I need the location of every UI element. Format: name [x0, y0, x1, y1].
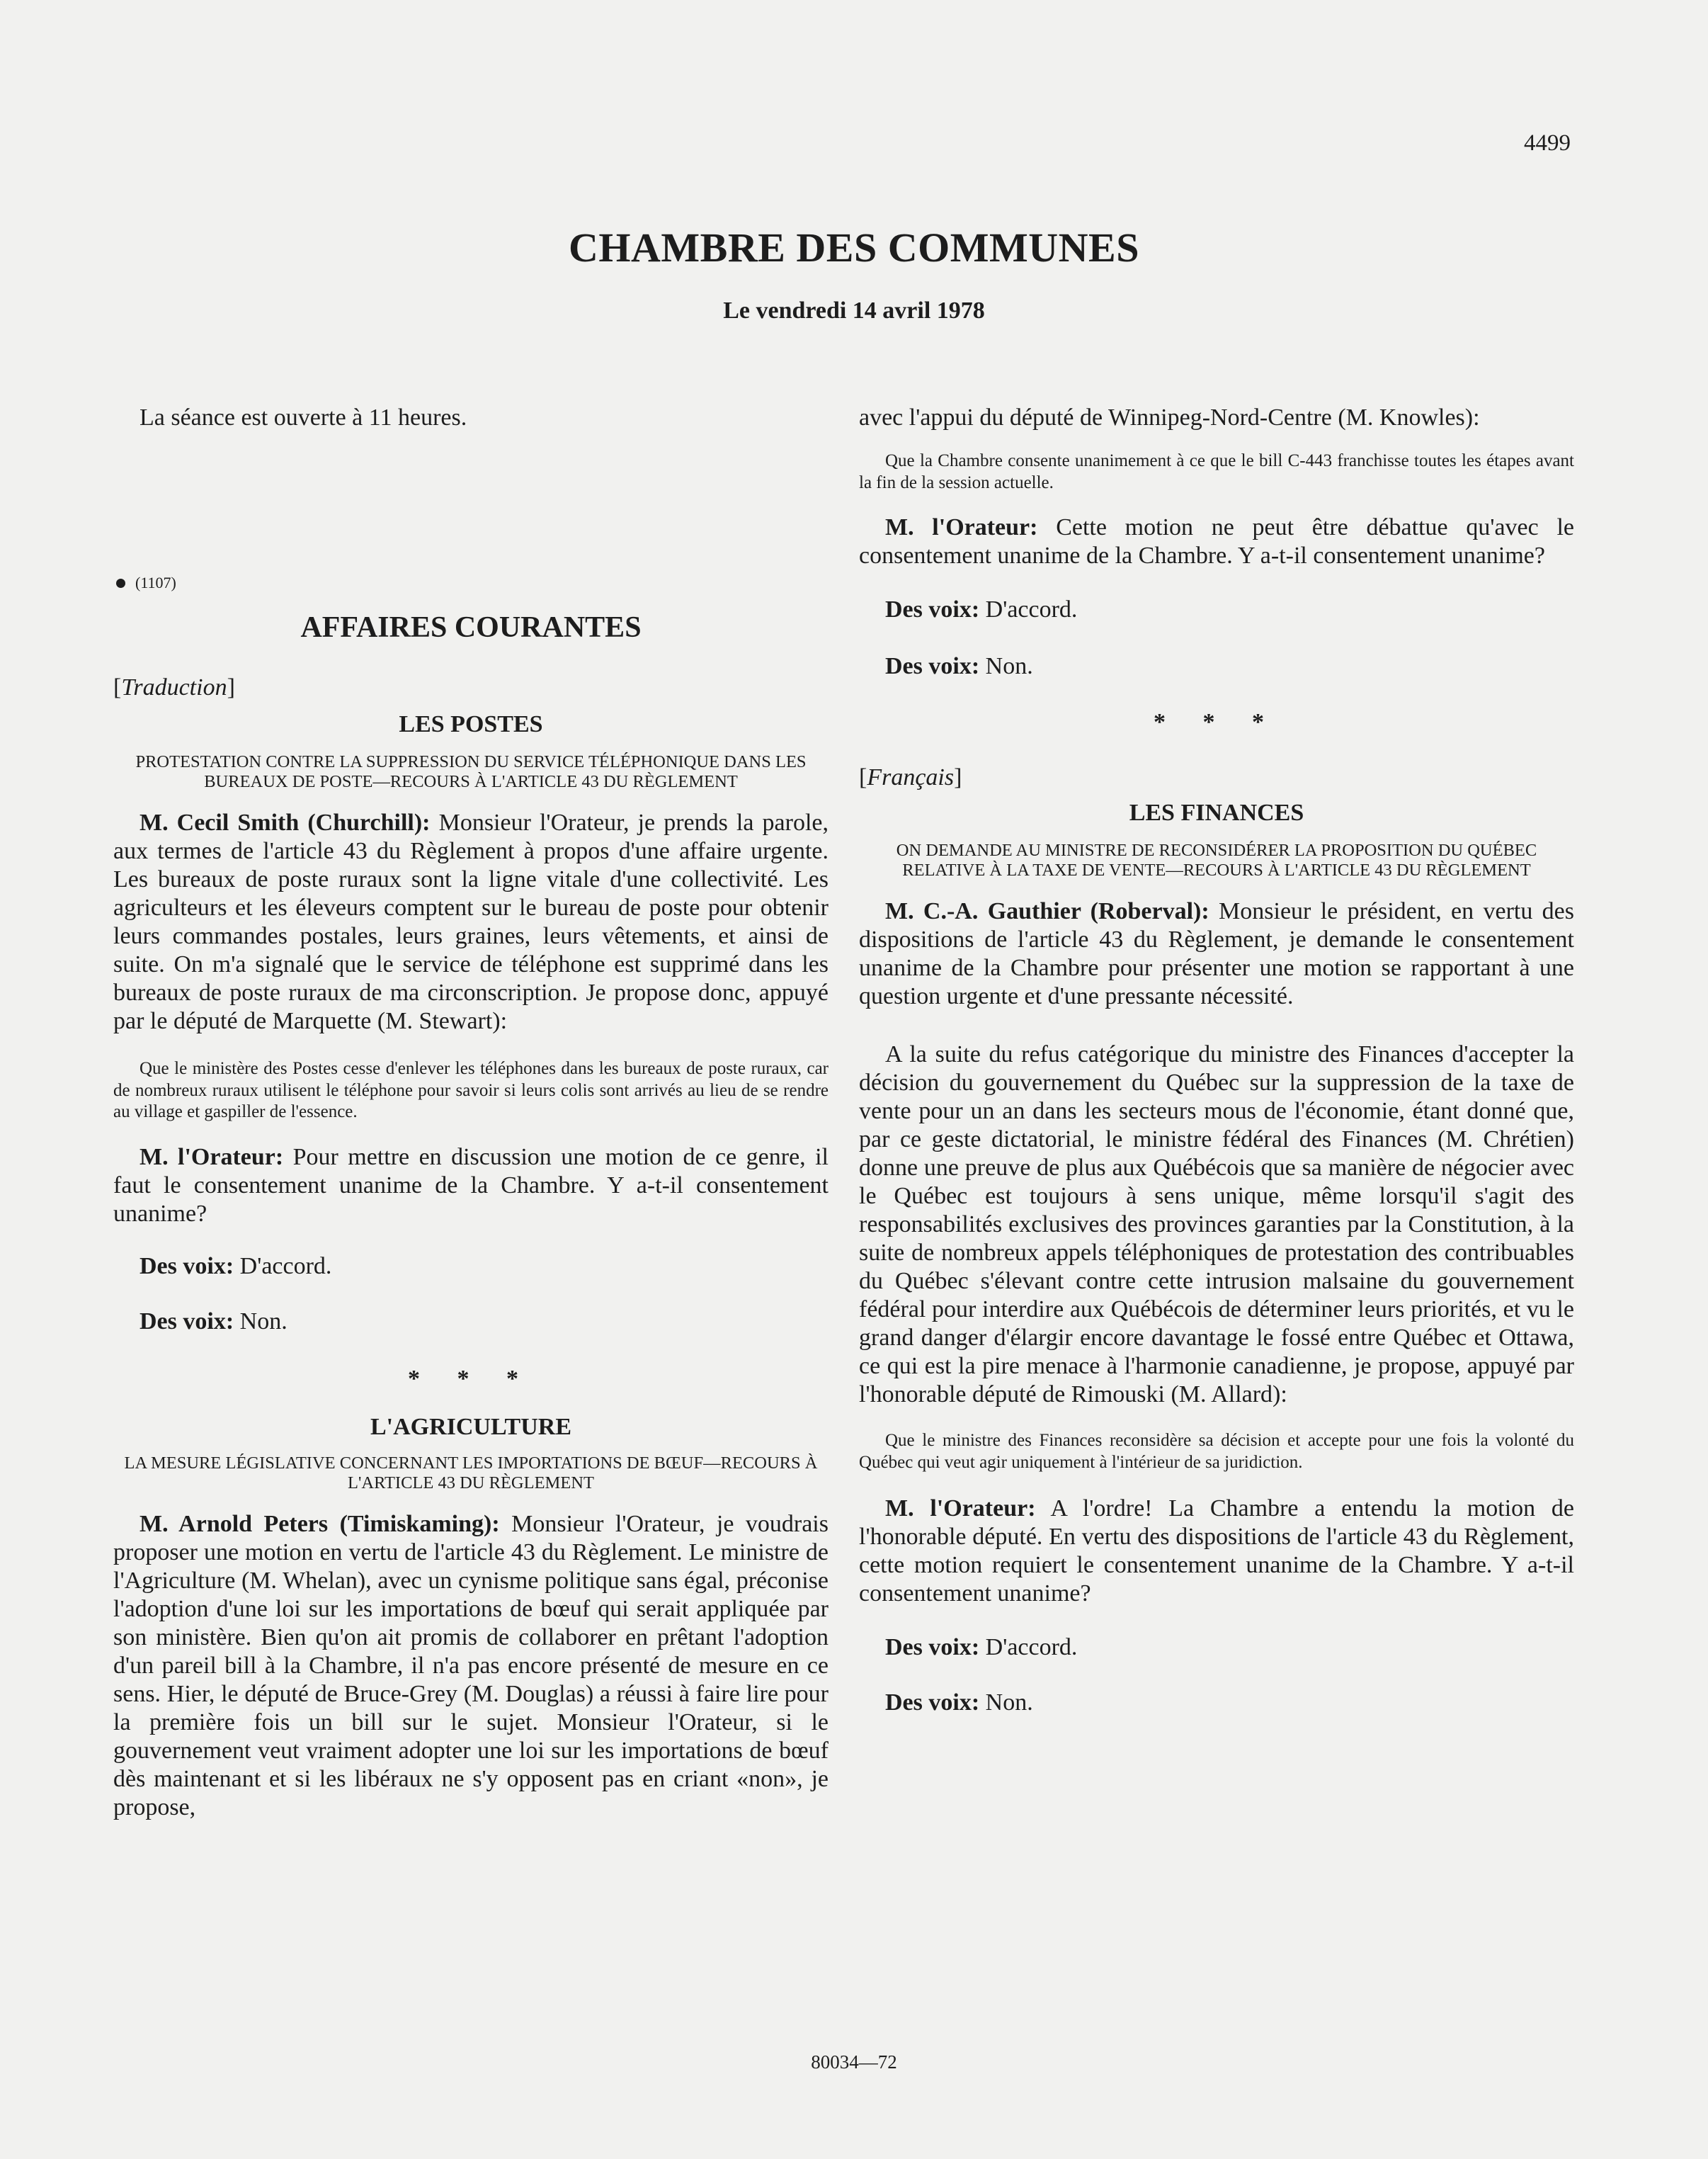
language-note: [Traduction]	[113, 674, 235, 701]
topic-heading-agriculture: LA MESURE LÉGISLATIVE CONCERNANT LES IMPORTATIONS DE BŒUF—RECOURS À L'ARTICLE 43 DU RÈGLEMENT	[124, 1453, 818, 1492]
language-note-text: Traduction	[121, 674, 227, 701]
continued-text: avec l'appui du député de Winnipeg-Nord-Centre (M. Knowles):	[859, 404, 1480, 431]
speaker-name: Des voix:	[140, 1252, 234, 1279]
opening-line: La séance est ouverte à 11 heures.	[140, 404, 467, 431]
speech-paragraph	[859, 897, 1574, 1011]
section-separator: * * *	[408, 1365, 534, 1392]
speaker-name: M. Cecil Smith (Churchill):	[140, 810, 431, 836]
language-note-text: Français	[867, 764, 955, 790]
page-footer: 80034—72	[811, 2051, 897, 2073]
topic-heading-postes: PROTESTATION CONTRE LA SUPPRESSION DU SERVICE TÉLÉPHONIQUE DANS LES BUREAUX DE POSTE—RECOURS À L'ARTICLE 43 DU RÈGLEMENT	[135, 752, 807, 791]
voices-paragraph	[113, 1308, 829, 1336]
speaker-name: M. l'Orateur:	[885, 1495, 1036, 1522]
voices-paragraph	[859, 596, 1574, 624]
speech-text: Monsieur l'Orateur, je voudrais proposer une motion en vertu de l'article 43 du Règlement. Le ministre de l'Agriculture (M. Whelan), avec un cynisme politique sans égal, préconise l'adoption d'une loi sur les importations de bœuf qui serait appliquée par son ministère. Bien qu'on ait promis de collaborer en prêtant l'adoption d'un pareil bill à la Chambre, il n'a pas encore présenté de mesure en ce sens. Hier, le député de Bruce-Grey (M. Douglas) a réussi à faire lire pour la première fois un bill sur le sujet. Monsieur l'Orateur, si le gouvernement veut vraiment adopter une loi sur les importations de bœuf dès maintenant et si les libéraux ne s'y opposent pas en criant «non», je propose,	[113, 1510, 829, 1820]
speech-paragraph: A la suite du refus catégorique du ministre des Finances d'accepter la décision du gouvernement du Québec sur la suppression de la taxe de vente pour un an dans les secteurs mous de l'économie, étant donné que, par ce geste dictatorial, le ministre fédéral des Finances (M. Chrétien) donne une preuve de plus aux Québécois que sa manière de négocier avec le Québec est toujours à sens unique, même lorsqu'il s'agit des responsabilités exclusives des provinces garanties par la Constitution, à la suite de nombreux appels téléphoniques de protestation des contribuables du Québec s'élevant contre cette intrusion malsaine du gouvernement fédéral pour interdire aux Québécois de déterminer leurs priorités, et vu le grand danger d'élargir encore davantage le fossé entre Québec et Ottawa, ce qui est la pire menace à l'harmonie canadienne, je propose, appuyé par l'honorable député de Rimouski (M. Allard):	[859, 1041, 1574, 1407]
speech-text: D'accord.	[985, 596, 1078, 623]
speaker-name: Des voix:	[140, 1308, 234, 1334]
motion-text: Que la Chambre consente unanimement à ce que le bill C-443 franchisse toutes les étapes avant la fin de la session actuelle.	[859, 451, 1574, 492]
subject-heading-postes: LES POSTES	[399, 711, 543, 737]
speech-paragraph	[859, 514, 1574, 570]
speech-text: Monsieur l'Orateur, je prends la parole, aux termes de l'article 43 du Règlement à propos d'une affaire urgente. Les bureaux de poste ruraux sont la ligne vitale d'une collectivité. Les agriculteurs et les éleveurs comptent sur le bureau de poste pour obtenir leurs commandes postales, leurs graines, leurs vêtements, et ainsi de suite. On m'a signalé que le service de téléphone est supprimé dans les bureaux de poste ruraux de ma circonscription. Je propose donc, appuyé par le député de Marquette (M. Stewart):	[113, 810, 829, 1034]
subject-heading-agriculture: L'AGRICULTURE	[370, 1413, 572, 1440]
subject-heading-finances: LES FINANCES	[1129, 800, 1304, 826]
motion-text: Que le ministre des Finances reconsidère sa décision et accepte pour une fois la volonté du Québec qui veut agir uniquement à l'intérieur de sa juridiction.	[859, 1431, 1574, 1472]
speech-paragraph	[113, 1143, 829, 1228]
voices-paragraph	[859, 652, 1574, 681]
speaker-name: M. l'Orateur:	[885, 514, 1038, 540]
sitting-date: Le vendredi 14 avril 1978	[723, 298, 985, 324]
speech-text: Monsieur le président, en vertu des dispositions de l'article 43 du Règlement, je demande le consentement unanime de la Chambre pour présenter une motion se rapportant à une question urgente et d'une pressante nécessité.	[859, 898, 1574, 1009]
section-heading: AFFAIRES COURANTES	[300, 611, 642, 644]
language-note: [Français]	[859, 764, 962, 790]
motion-text: Que le ministère des Postes cesse d'enlever les téléphones dans les bureaux de poste ruraux, car de nombreux ruraux utilisent le téléphone pour savoir si leurs colis sont arrivés au lieu de se rendre au village et gaspiller de l'essence.	[113, 1059, 829, 1121]
speaker-name: Des voix:	[885, 1689, 980, 1716]
right-column	[859, 404, 1574, 1717]
speech-text: D'accord.	[985, 1634, 1078, 1660]
page-title: CHAMBRE DES COMMUNES	[569, 225, 1139, 271]
voices-paragraph	[859, 1633, 1574, 1662]
speech-text: Cette motion ne peut être débattue qu'avec le consentement unanime de la Chambre. Y a-t-il consentement unanime?	[859, 514, 1574, 569]
topic-heading-finances: ON DEMANDE AU MINISTRE DE RECONSIDÉRER LA PROPOSITION DU QUÉBEC RELATIVE À LA TAXE DE VENTE—RECOURS À L'ARTICLE 43 DU RÈGLEMENT	[896, 841, 1537, 880]
timestamp-text: (1107)	[135, 574, 176, 591]
timestamp	[116, 574, 829, 592]
speaker-name: Des voix:	[885, 1634, 980, 1660]
section-separator: * * *	[1154, 709, 1280, 735]
voices-paragraph	[859, 1689, 1574, 1717]
voices-paragraph	[113, 1252, 829, 1281]
speaker-name: Des voix:	[885, 653, 980, 679]
speaker-name: Des voix:	[885, 596, 980, 623]
left-column	[113, 404, 829, 1822]
speaker-name: M. C.-A. Gauthier (Roberval):	[885, 898, 1209, 924]
speech-text: Non.	[985, 653, 1033, 679]
speech-text: Non.	[985, 1689, 1033, 1716]
speech-paragraph	[113, 1510, 829, 1822]
speech-text: D'accord.	[239, 1252, 332, 1279]
bullet-icon	[116, 579, 125, 588]
speech-text: Pour mettre en discussion une motion de ce genre, il faut le consentement unanime de la Chambre. Y a-t-il consentement unanime?	[113, 1143, 829, 1227]
page-number: 4499	[1524, 130, 1571, 156]
speech-paragraph	[113, 809, 829, 1036]
speech-text: A l'ordre! La Chambre a entendu la motion de l'honorable député. En vertu des dispositions de l'article 43 du Règlement, cette motion requiert le consentement unanime de la Chambre. Y a-t-il consentement unanime?	[859, 1495, 1575, 1606]
speaker-name: M. l'Orateur:	[140, 1143, 284, 1170]
speaker-name: M. Arnold Peters (Timiskaming):	[140, 1510, 500, 1537]
speech-paragraph	[859, 1495, 1574, 1608]
speech-text: Non.	[239, 1308, 287, 1334]
